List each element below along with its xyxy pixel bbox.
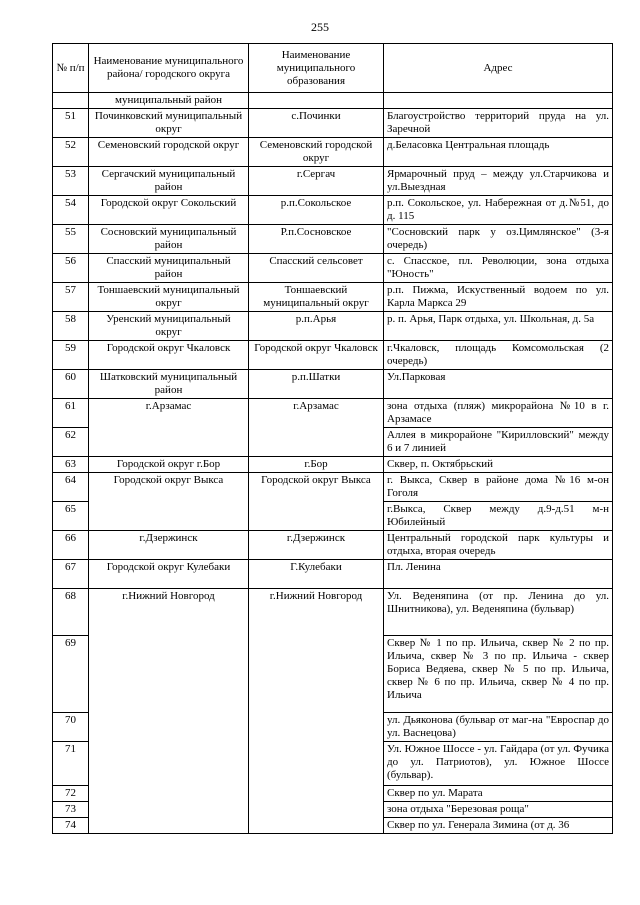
row-number: 71 (53, 742, 89, 786)
municipality-cell: г.Бор (249, 457, 384, 473)
address-cell: Аллея в микрорайоне "Кирилловский" между 6 и 7 линией (384, 428, 613, 457)
table-row (53, 283, 613, 312)
row-number: 73 (53, 802, 89, 818)
address-cell: г.Чкаловск, площадь Комсомольская (2 очередь) (384, 341, 613, 370)
row-number: 63 (53, 457, 89, 473)
row-number: 70 (53, 713, 89, 742)
row-number: 67 (53, 560, 89, 589)
row-number: 51 (53, 109, 89, 138)
row-number: 64 (53, 473, 89, 502)
municipality-cell: г.Сергач (249, 167, 384, 196)
table-row (53, 473, 613, 502)
district-cell: Спасский муниципальный район (89, 254, 249, 283)
municipality-cell: Р.п.Сосновское (249, 225, 384, 254)
header-row (53, 44, 613, 93)
municipality-cell: р.п.Арья (249, 312, 384, 341)
row-number: 56 (53, 254, 89, 283)
district-cell: Городской округ Сокольский (89, 196, 249, 225)
address-cell: Ярмарочный пруд – между ул.Старчикова и ул.Выездная (384, 167, 613, 196)
registry-table (52, 43, 613, 834)
row-number: 72 (53, 786, 89, 802)
district-cell: муниципальный район (89, 93, 249, 109)
address-cell: Ул.Парковая (384, 370, 613, 399)
row-number: 69 (53, 636, 89, 713)
municipality-cell: Г.Кулебаки (249, 560, 384, 589)
municipality-cell: Городской округ Чкаловск (249, 341, 384, 370)
address-cell: Благоустройство территорий пруда на ул. Заречной (384, 109, 613, 138)
address-cell: зона отдыха "Березовая роща" (384, 802, 613, 818)
address-cell: Центральный городской парк культуры и отдыха, вторая очередь (384, 531, 613, 560)
address-cell: д.Беласовка Центральная площадь (384, 138, 613, 167)
address-cell: р.п. Пижма, Искуственный водоем по ул. Карла Маркса 29 (384, 283, 613, 312)
row-number: 57 (53, 283, 89, 312)
district-cell: Городской округ Кулебаки (89, 560, 249, 589)
row-number: 61 (53, 399, 89, 428)
district-cell: Городской округ г.Бор (89, 457, 249, 473)
municipality-cell: г.Арзамас (249, 399, 384, 457)
table-row (53, 399, 613, 428)
district-cell: Починковский муниципальный округ (89, 109, 249, 138)
address-cell: с. Спасское, пл. Революции, зона отдыха "Юность" (384, 254, 613, 283)
address-cell: Пл. Ленина (384, 560, 613, 589)
address-cell: "Сосновский парк у оз.Цимлянское" (3-я очередь) (384, 225, 613, 254)
district-cell: Городской округ Чкаловск (89, 341, 249, 370)
municipality-cell: Семеновский городской округ (249, 138, 384, 167)
municipality-cell: с.Починки (249, 109, 384, 138)
district-cell: Сергачский муниципальный район (89, 167, 249, 196)
header-address: Адрес (384, 44, 613, 93)
row-number: 65 (53, 502, 89, 531)
address-cell: г. Выкса, Сквер в районе дома №16 м-он Гоголя (384, 473, 613, 502)
address-cell: ул. Дьяконова (бульвар от маг-на "Евроспар до ул. Васнецова) (384, 713, 613, 742)
row-number: 58 (53, 312, 89, 341)
address-cell: Сквер по ул. Марата (384, 786, 613, 802)
district-cell: г.Арзамас (89, 399, 249, 457)
page-number: 255 (311, 20, 329, 34)
address-cell: зона отдыха (пляж) микрорайона №10 в г. Арзамасе (384, 399, 613, 428)
table-row (53, 109, 613, 138)
row-number: 53 (53, 167, 89, 196)
row-number: 59 (53, 341, 89, 370)
address-cell: Сквер по ул. Генерала Зимина (от д. 36 (384, 818, 613, 834)
district-cell: Уренский муниципальный округ (89, 312, 249, 341)
row-number: 68 (53, 589, 89, 636)
municipality-cell: г.Нижний Новгород (249, 589, 384, 834)
municipality-cell: р.п.Шатки (249, 370, 384, 399)
table-row (53, 225, 613, 254)
table-row (53, 370, 613, 399)
address-cell: р.п. Сокольское, ул. Набережная от д.№51, до д. 115 (384, 196, 613, 225)
district-cell: г.Нижний Новгород (89, 589, 249, 834)
row-number: 54 (53, 196, 89, 225)
table-row (53, 589, 613, 636)
table-row (53, 167, 613, 196)
header-district: Наименование муниципального района/ городского округа (89, 44, 249, 93)
address-cell: г.Выкса, Сквер между д.9-д.51 м-н Юбилейный (384, 502, 613, 531)
address-cell: Сквер, п. Октябрьский (384, 457, 613, 473)
address-cell: р. п. Арья, Парк отдыха, ул. Школьная, д. 5а (384, 312, 613, 341)
address-cell: Сквер № 1 по пр. Ильича, сквер № 2 по пр. Ильича, сквер № 3 по пр. Ильича - сквер Бориса Ведяева, сквер № 5 по пр. Ильича, сквер № 6 по пр. Ильича, сквер № 4 по пр. Ильича (384, 636, 613, 713)
municipality-cell: Спасский сельсовет (249, 254, 384, 283)
municipality-cell: р.п.Сокольское (249, 196, 384, 225)
municipality-cell: Городской округ Выкса (249, 473, 384, 531)
table-row (53, 560, 613, 589)
address-cell: Ул. Веденяпина (от пр. Ленина до ул. Шнитникова), ул. Веденяпина (бульвар) (384, 589, 613, 636)
district-cell: Городской округ Выкса (89, 473, 249, 531)
row-number: 66 (53, 531, 89, 560)
table-row (53, 457, 613, 473)
row-number: 74 (53, 818, 89, 834)
table-row (53, 196, 613, 225)
table-row-continued (53, 93, 613, 109)
municipality-cell: Тоншаевский муниципальный округ (249, 283, 384, 312)
row-number: 55 (53, 225, 89, 254)
row-number: 62 (53, 428, 89, 457)
district-cell: Семеновский городской округ (89, 138, 249, 167)
address-cell: Ул. Южное Шоссе - ул. Гайдара (от ул. Фучика до ул. Патриотов), ул. Южное Шоссе (бульвар). (384, 742, 613, 786)
district-cell: Сосновский муниципальный район (89, 225, 249, 254)
header-number: № п/п (53, 44, 89, 93)
district-cell: Шатковский муниципальный район (89, 370, 249, 399)
table-row (53, 531, 613, 560)
header-municipality: Наименование муниципального образования (249, 44, 384, 93)
table-row (53, 312, 613, 341)
municipality-cell: г.Дзержинск (249, 531, 384, 560)
table-row (53, 341, 613, 370)
district-cell: Тоншаевский муниципальный округ (89, 283, 249, 312)
row-number: 60 (53, 370, 89, 399)
district-cell: г.Дзержинск (89, 531, 249, 560)
table-row (53, 138, 613, 167)
row-number: 52 (53, 138, 89, 167)
table-row (53, 254, 613, 283)
